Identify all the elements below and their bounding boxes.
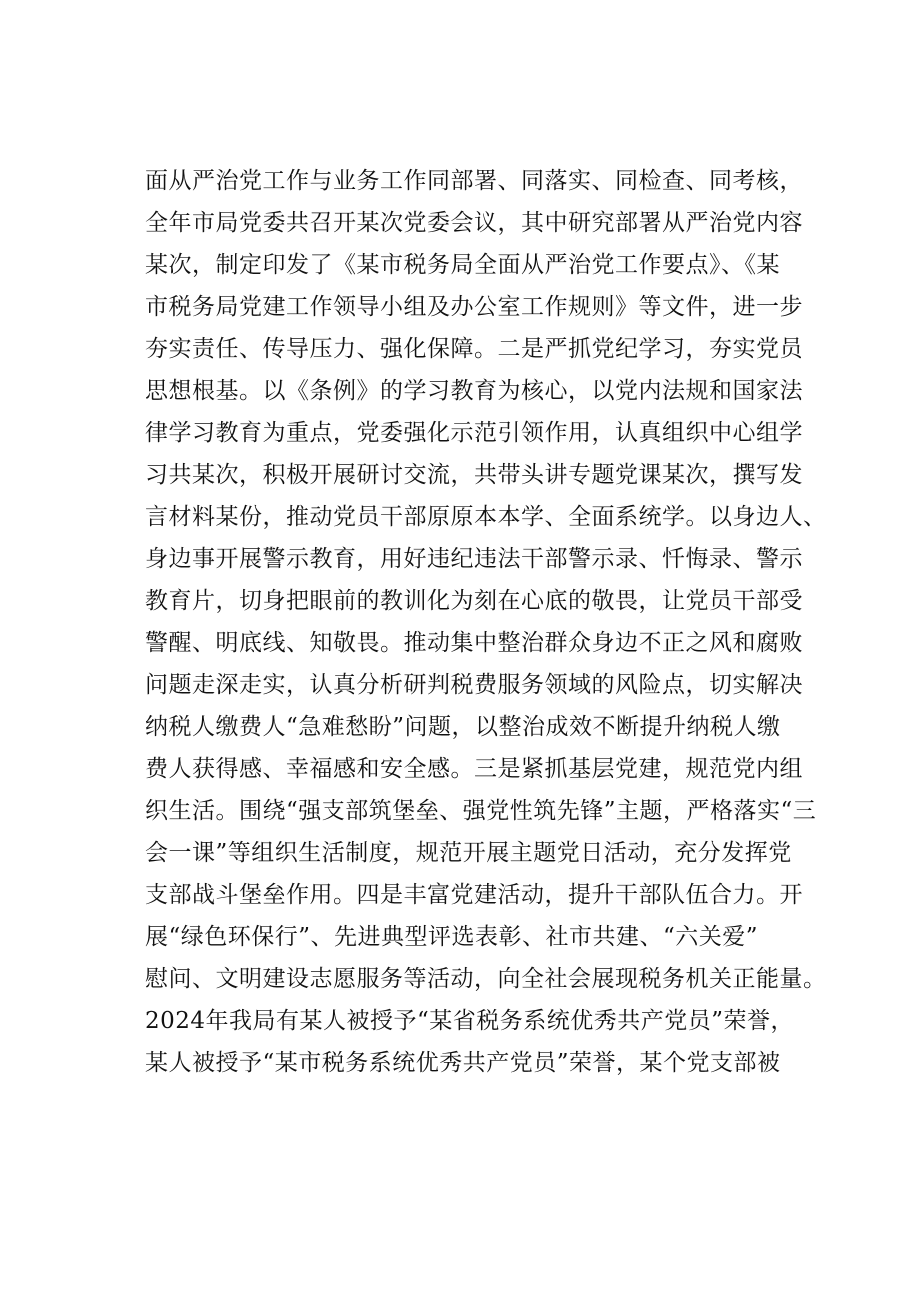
text-line: 言材料某份，推动党员干部原原本本学、全面系统学。以身边人、 [145, 504, 827, 530]
text-line: 夯实责任、传导压力、强化保障。二是严抓党纪学习，夯实党员 [145, 336, 803, 362]
text-line: 全年市局党委共召开某次党委会议，其中研究部署从严治党内容 [145, 210, 803, 236]
text-line: 展“绿色环保行”、先进典型评选表彰、社市共建、“六关爱” [145, 924, 759, 950]
text-line: 某次，制定印发了《某市税务局全面从严治党工作要点》、《某 [145, 252, 780, 278]
text-line: 习共某次，积极开展研讨交流，共带头讲专题党课某次，撰写发 [145, 462, 803, 488]
text-line: 会一课”等组织生活制度，规范开展主题党日活动，充分发挥党 [145, 840, 792, 866]
text-line: 费人获得感、幸福感和安全感。三是紧抓基层党建，规范党内组 [145, 756, 803, 782]
body-text [145, 160, 845, 1084]
text-line: 支部战斗堡垒作用。四是丰富党建活动，提升干部队伍合力。开 [145, 882, 803, 908]
text-line: 2024年我局有某人被授予“某省税务系统优秀共产党员”荣誉， [145, 1008, 795, 1034]
text-line: 问题走深走实，认真分析研判税费服务领域的风险点，切实解决 [145, 672, 803, 698]
text-line: 某人被授予“某市税务系统优秀共产党员”荣誉，某个党支部被 [145, 1050, 781, 1076]
text-line: 警醒、明底线、知敬畏。推动集中整治群众身边不正之风和腐败 [145, 630, 803, 656]
text-line: 慰问、文明建设志愿服务等活动，向全社会展现税务机关正能量。 [145, 966, 827, 992]
text-line: 思想根基。以《条例》的学习教育为核心，以党内法规和国家法 [145, 378, 803, 404]
text-line: 律学习教育为重点，党委强化示范引领作用，认真组织中心组学 [145, 420, 803, 446]
text-line: 纳税人缴费人“急难愁盼”问题，以整治成效不断提升纳税人缴 [145, 714, 781, 740]
text-line: 市税务局党建工作领导小组及办公室工作规则》等文件，进一步 [145, 294, 803, 320]
text-line: 织生活。围绕“强支部筑堡垒、强党性筑先锋”主题，严格落实“三 [145, 798, 817, 824]
text-line: 面从严治党工作与业务工作同部署、同落实、同检查、同考核， [145, 168, 803, 194]
text-line: 身边事开展警示教育，用好违纪违法干部警示录、忏悔录、警示 [145, 546, 803, 572]
text-line: 教育片，切身把眼前的教训化为刻在心底的敬畏，让党员干部受 [145, 588, 803, 614]
